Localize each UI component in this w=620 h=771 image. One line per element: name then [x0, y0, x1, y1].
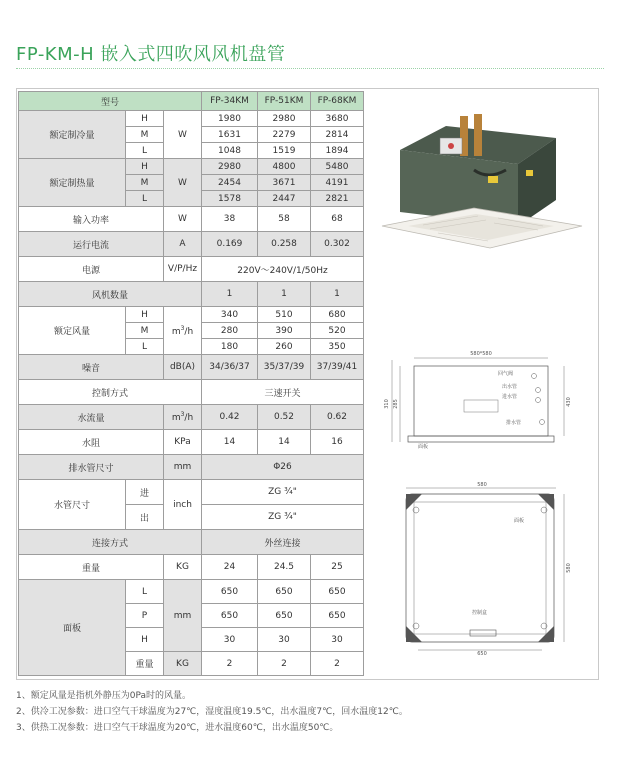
table-cell: 0.42 [202, 405, 258, 430]
connection-value: 外丝连接 [202, 530, 364, 555]
footnote-1: 1、额定风量是指机外静压为0Pa时的风量。 [16, 691, 191, 701]
table-cell: 390 [258, 323, 311, 339]
table-cell: 650 [258, 604, 311, 628]
side-width-label: 580*580 [470, 351, 492, 357]
side-label-outlet: 出水管 [502, 384, 518, 390]
airflow-speed: L [126, 339, 164, 355]
top-bottom-label: 650 [477, 651, 487, 656]
input-power-label: 输入功率 [19, 207, 164, 232]
input-power-unit: W [164, 207, 202, 232]
table-cell: 1048 [202, 143, 258, 159]
top-label-panel: 面板 [514, 518, 525, 524]
table-cell: 30 [311, 628, 364, 652]
table-cell: 650 [258, 580, 311, 604]
table-cell: 35/37/39 [258, 355, 311, 380]
table-cell: 2 [258, 652, 311, 676]
table-cell: 2980 [258, 111, 311, 127]
table-cell: 37/39/41 [311, 355, 364, 380]
top-label-control-box: 控制盒 [472, 610, 488, 616]
table-cell: 25 [311, 555, 364, 580]
table-cell: 1 [202, 282, 258, 307]
power-supply-unit: V/P/Hz [164, 257, 202, 282]
table-cell: 30 [258, 628, 311, 652]
table-cell: 30 [202, 628, 258, 652]
title-divider [16, 68, 604, 69]
table-cell: 340 [202, 307, 258, 323]
table-cell: 350 [311, 339, 364, 355]
panel-key: L [126, 580, 164, 604]
table-cell: 58 [258, 207, 311, 232]
table-cell: 0.62 [311, 405, 364, 430]
water-pipe-in-value: ZG ¾" [202, 480, 364, 505]
water-pipe-dir: 出 [126, 505, 164, 530]
side-height-inner: 285 [393, 399, 399, 409]
table-cell: 14 [202, 430, 258, 455]
weight-label: 重量 [19, 555, 164, 580]
table-cell: 0.258 [258, 232, 311, 257]
table-cell: 1631 [202, 127, 258, 143]
heating-speed: M [126, 175, 164, 191]
table-cell: 1 [311, 282, 364, 307]
side-label-panel: 面板 [418, 444, 429, 450]
water-flow-label: 水流量 [19, 405, 164, 430]
panel-key: P [126, 604, 164, 628]
power-supply-value: 220V～240V/1/50Hz [202, 257, 364, 282]
connection-label: 连接方式 [19, 530, 202, 555]
table-cell: 2821 [311, 191, 364, 207]
panel-weight-unit: KG [164, 652, 202, 676]
table-cell: 1 [258, 282, 311, 307]
table-cell: 2 [202, 652, 258, 676]
fan-count-label: 风机数量 [19, 282, 202, 307]
table-cell: 260 [258, 339, 311, 355]
cooling-speed: M [126, 127, 164, 143]
table-cell: 2814 [311, 127, 364, 143]
table-cell: 650 [311, 580, 364, 604]
table-cell: 3671 [258, 175, 311, 191]
drain-pipe-value: Φ26 [202, 455, 364, 480]
table-cell: 0.52 [258, 405, 311, 430]
footnote-3: 3、供热工况参数：进口空气干球温度为20℃，进水温度60℃，出水温度50℃。 [16, 723, 339, 733]
water-pipe-dir: 进 [126, 480, 164, 505]
top-height-label: 580 [566, 563, 572, 573]
table-cell: 650 [202, 580, 258, 604]
page-title: FP-KM-H 嵌入式四吹风风机盘管 [16, 44, 286, 65]
noise-label: 噪音 [19, 355, 164, 380]
table-cell: 16 [311, 430, 364, 455]
header-model-51km: FP-51KM [258, 92, 311, 111]
current-label: 运行电流 [19, 232, 164, 257]
cooling-label: 额定制冷量 [19, 111, 126, 159]
airflow-speed: H [126, 307, 164, 323]
drain-pipe-unit: mm [164, 455, 202, 480]
side-view-drawing [378, 340, 584, 462]
table-cell: 1578 [202, 191, 258, 207]
side-height-outer: 310 [384, 399, 390, 409]
water-resistance-unit: KPa [164, 430, 202, 455]
water-flow-unit: $m^3/h$ [164, 405, 202, 430]
table-cell: 2447 [258, 191, 311, 207]
side-height-right: 430 [566, 397, 572, 407]
power-supply-label: 电源 [19, 257, 164, 282]
cooling-speed: H [126, 111, 164, 127]
water-pipe-unit: inch [164, 480, 202, 530]
table-cell: 4800 [258, 159, 311, 175]
table-cell: 1519 [258, 143, 311, 159]
airflow-label: 额定风量 [19, 307, 126, 355]
footnotes [16, 688, 408, 736]
table-cell: 4191 [311, 175, 364, 191]
noise-unit: dB(A) [164, 355, 202, 380]
panel-dim-unit: mm [164, 580, 202, 652]
table-cell: 24 [202, 555, 258, 580]
control-label: 控制方式 [19, 380, 202, 405]
side-label-return: 回气阀 [498, 371, 514, 377]
table-cell: 38 [202, 207, 258, 232]
panel-label: 面板 [19, 580, 126, 676]
table-cell: 520 [311, 323, 364, 339]
table-cell: 1980 [202, 111, 258, 127]
top-width-label: 580 [477, 482, 487, 488]
table-cell: 3680 [311, 111, 364, 127]
table-cell: 0.169 [202, 232, 258, 257]
header-model-34km: FP-34KM [202, 92, 258, 111]
panel-weight-label: 重量 [126, 652, 164, 676]
table-cell: 2980 [202, 159, 258, 175]
table-cell: 2 [311, 652, 364, 676]
unit-product-image [378, 108, 584, 258]
table-cell: 24.5 [258, 555, 311, 580]
weight-unit: KG [164, 555, 202, 580]
side-label-inlet: 进水管 [502, 394, 518, 400]
table-cell: 680 [311, 307, 364, 323]
spec-table [18, 91, 364, 676]
heating-label: 额定制热量 [19, 159, 126, 207]
footnote-2: 2、供冷工况参数：进口空气干球温度为27℃，湿度温度19.5℃，出水温度7℃，回水温度12℃。 [16, 707, 408, 717]
airflow-speed: M [126, 323, 164, 339]
table-cell: 510 [258, 307, 311, 323]
control-value: 三速开关 [202, 380, 364, 405]
panel-key: H [126, 628, 164, 652]
side-label-drain: 排水管 [506, 420, 522, 426]
table-cell: 2279 [258, 127, 311, 143]
heating-speed: L [126, 191, 164, 207]
table-cell: 68 [311, 207, 364, 232]
drain-pipe-label: 排水管尺寸 [19, 455, 164, 480]
table-cell: 0.302 [311, 232, 364, 257]
table-cell: 5480 [311, 159, 364, 175]
current-unit: A [164, 232, 202, 257]
cooling-speed: L [126, 143, 164, 159]
header-model-label: 型号 [19, 92, 202, 111]
table-cell: 34/36/37 [202, 355, 258, 380]
cooling-unit: W [164, 111, 202, 159]
water-resistance-label: 水阻 [19, 430, 164, 455]
table-cell: 280 [202, 323, 258, 339]
top-view-drawing [392, 480, 576, 656]
header-model-68km: FP-68KM [311, 92, 364, 111]
table-cell: 650 [311, 604, 364, 628]
table-cell: 650 [202, 604, 258, 628]
airflow-unit: $m^3/h$ [164, 307, 202, 355]
table-cell: 180 [202, 339, 258, 355]
table-cell: 1894 [311, 143, 364, 159]
table-cell: 14 [258, 430, 311, 455]
table-cell: 2454 [202, 175, 258, 191]
water-pipe-out-value: ZG ¾" [202, 505, 364, 530]
heating-unit: W [164, 159, 202, 207]
heating-speed: H [126, 159, 164, 175]
water-pipe-label: 水管尺寸 [19, 480, 126, 530]
